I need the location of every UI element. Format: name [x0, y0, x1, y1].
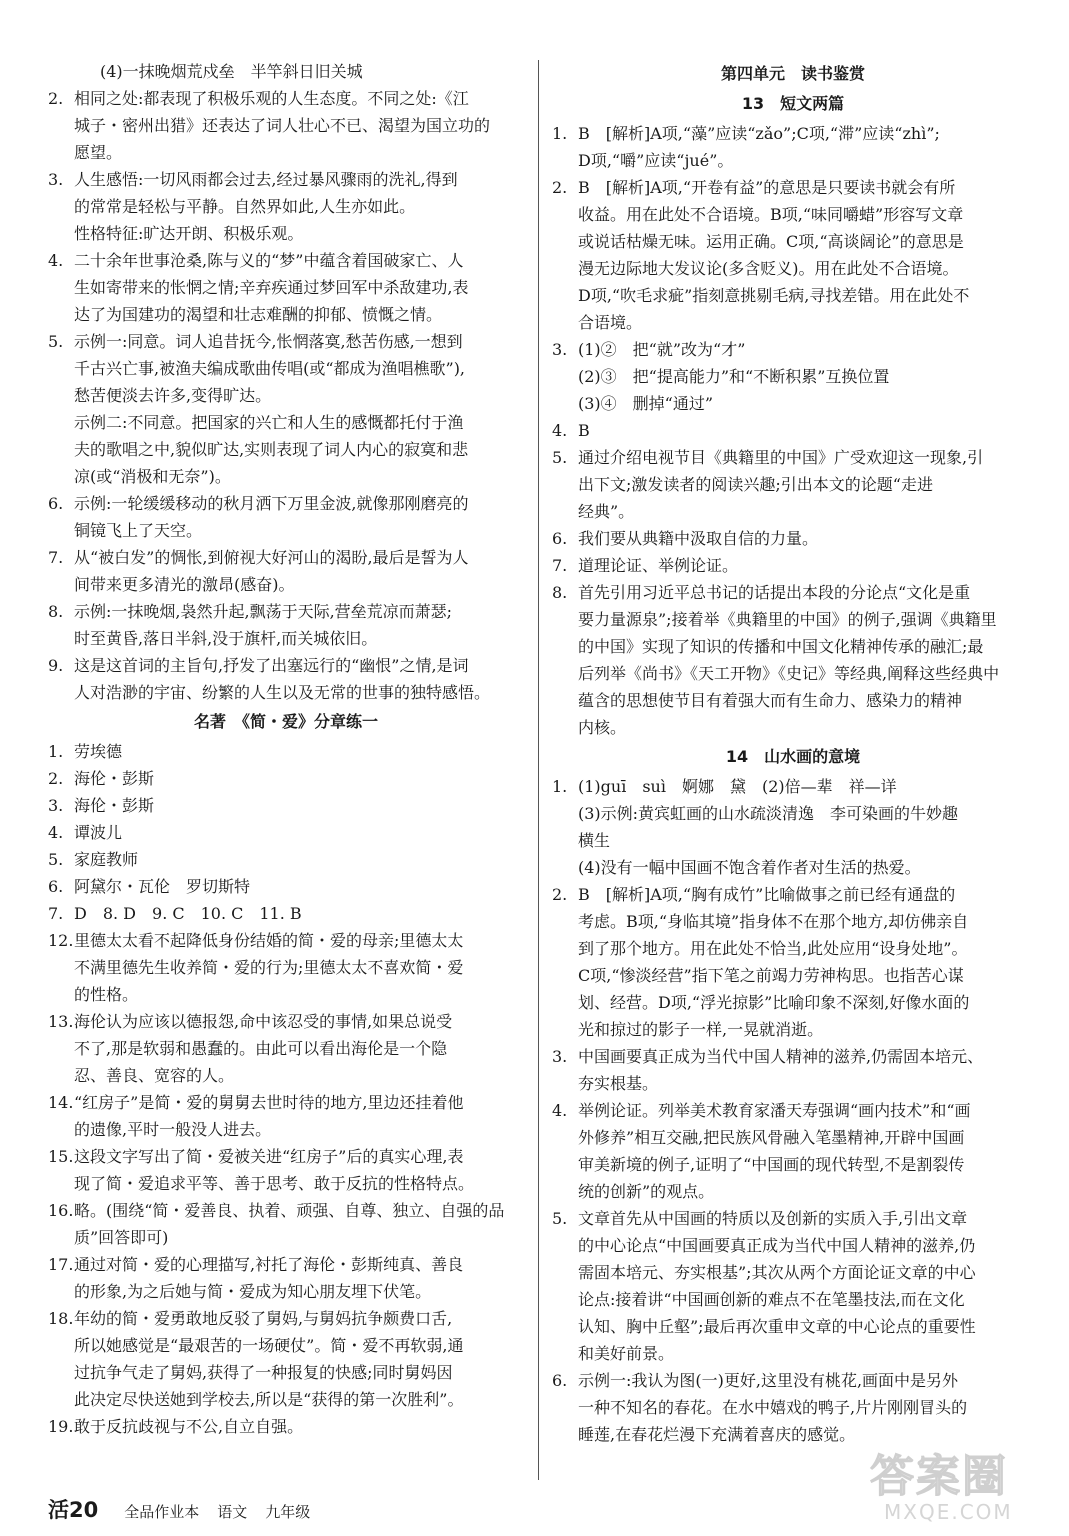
entry-number: 4. [552, 1101, 568, 1120]
answer-entry [48, 328, 524, 490]
unit-title: 第四单元 读书鉴赏 [720, 64, 865, 83]
entry-line: 忍、善良、宽容的人。 [74, 1066, 235, 1085]
entry-body [74, 328, 524, 490]
entry-number: 7. [552, 556, 568, 575]
entry-line: 谭波儿 [74, 823, 123, 842]
entry-line: 审美新境的例子,证明了“中国画的现代转型,不是割裂传 [578, 1155, 965, 1174]
entry-line: 道理论证、举例论证。 [578, 556, 739, 575]
entry-line: (2)③ 把“提高能力”和“不断积累”互换位置 [578, 367, 890, 386]
entry-line: 人对浩渺的宇宙、纷繁的人生以及无常的世事的独特感悟。 [74, 683, 491, 702]
entry-line: 考虑。B项,“身临其境”指身体不在那个地方,却仿佛亲自 [578, 912, 969, 931]
answer-entry [552, 417, 1034, 444]
entry-line: 或说话枯燥无味。运用正确。C项,“高谈阔论”的意思是 [578, 232, 964, 251]
entry-number: 5. [48, 850, 64, 869]
entry-body [74, 927, 524, 1008]
answer-tag: B [解析] [578, 124, 651, 143]
entry-line: 阿黛尔・瓦伦 罗切斯特 [74, 877, 251, 896]
entry-body [74, 873, 524, 900]
lesson-13-title: 13 短文两篇 [741, 94, 845, 113]
entry-number: 14. [48, 1093, 74, 1112]
entry-line: 划、经营。D项,“浮光掠影”比喻印象不深刻,好像水面的 [578, 993, 970, 1012]
answer-entry [48, 792, 524, 819]
section-heading-jane-eyre: 名著 《简・爱》分章练一 [193, 712, 378, 731]
entry-line: 夫的歌唱之中,貌似旷达,实则表现了词人内心的寂寞和悲 [74, 440, 469, 459]
entry-line: (1)guī suì 婀娜 黛 (2)倍—辈 祥—详 [578, 777, 897, 796]
entry-line: 通过对简・爱的心理描写,衬托了海伦・彭斯纯真、善良 [74, 1255, 464, 1274]
entry-body [578, 336, 1034, 417]
entry-line-text: A项,“胸有成竹”比喻做事之前已经有通盘的 [650, 885, 956, 904]
entry-line: 的形象,为之后她与简・爱成为知心朋友埋下伏笔。 [74, 1282, 432, 1301]
answer-entry [552, 881, 1034, 1043]
entry-line: 外修养”相互交融,把民族风骨融入笔墨精神,开辟中国画 [578, 1128, 965, 1147]
entry-line: 里德太太看不起降低身份结婚的简・爱的母亲;里德太太 [74, 931, 464, 950]
entry-line: 文章首先从中国画的特质以及创新的实质入手,引出文章 [578, 1209, 968, 1228]
entry-line: 家庭教师 [74, 850, 139, 869]
entry-number: 3. [552, 340, 568, 359]
entry-line: 间带来更多清光的激昂(感奋)。 [74, 575, 295, 594]
entry-line: 的常常是轻松与平静。自然界如此,人生亦如此。 [74, 197, 416, 216]
entry-line-text: A项,“开卷有益”的意思是只要读书就会有所 [650, 178, 956, 197]
answer-entry [48, 927, 524, 1008]
answer-entry [552, 1043, 1034, 1097]
entry-line: 敢于反抗歧视与不公,自立自强。 [74, 1417, 304, 1436]
entry-number: 19. [48, 1417, 74, 1436]
entry-line: 铜镜飞上了天空。 [74, 521, 203, 540]
answer-entry [48, 1197, 524, 1251]
entry-number: 5. [552, 448, 568, 467]
entry-line: D项,“吹毛求疵”指刻意挑剔毛病,寻找差错。用在此处不 [578, 286, 970, 305]
lesson-14-title: 14 山水画的意境 [725, 747, 861, 766]
entry-body [578, 1367, 1034, 1448]
entry-line-text: A项,“藻”应读“zǎo”;C项,“滞”应读“zhì”; [650, 124, 940, 143]
answer-entry [48, 1008, 524, 1089]
entry-line: 达了为国建功的渴望和壮志难酬的抑郁、愤慨之情。 [74, 305, 443, 324]
watermark-logo [870, 1440, 1040, 1530]
entry-body [578, 773, 1034, 881]
entry-line: 略。(围绕“简・爱善良、执着、顽强、自尊、独立、自强的品 [74, 1201, 505, 1220]
entry-body [578, 120, 1034, 174]
entry-body [578, 1097, 1034, 1205]
entry-line: 性格特征:旷达开朗、积极乐观。 [74, 224, 304, 243]
entry-line: 不满里德先生收养简・爱的行为;里德太太不喜欢简・爱 [74, 958, 464, 977]
answer-entry [48, 900, 524, 927]
entry-line: 光和掠过的影子一样,一晃就消逝。 [578, 1020, 824, 1039]
answer-tag: B [解析] [578, 178, 651, 197]
entry-line: 从“被白发”的惆怅,到俯视大好河山的渴盼,最后是誓为人 [74, 548, 469, 567]
entry-body [74, 1008, 524, 1089]
entry-number: 4. [48, 823, 64, 842]
entry-line: 首先引用习近平总书记的话提出本段的分论点“文化是重 [578, 583, 971, 602]
entry-body [578, 552, 1034, 579]
entry-line: 认知、胸中丘壑”;最后再次重申文章的中心论点的重要性 [578, 1317, 976, 1336]
entry-line: 年幼的简・爱勇敢地反驳了舅妈,与舅妈抗争颇费口舌, [74, 1309, 453, 1328]
entry-line: 内核。 [578, 718, 627, 737]
entry-number: 2. [48, 89, 64, 108]
answer-entry [48, 490, 524, 544]
entry-line: 蕴含的思想使节目有着强大而有生命力、感染力的精神 [578, 691, 963, 710]
entry-number: 3. [48, 170, 64, 189]
entry-line: 一种不知名的春花。在水中嬉戏的鸭子,片片刚刚冒头的 [578, 1398, 968, 1417]
answer-entry [48, 1413, 524, 1440]
entry-line: “红房子”是简・爱的舅舅去世时待的地方,里边还挂着他 [74, 1093, 464, 1112]
entry-line: 需固本培元、夯实根基”;其次从两个方面论证文章的中心 [578, 1263, 976, 1282]
subject-label: 语文 [217, 1503, 248, 1521]
entry-body [578, 579, 1034, 741]
entry-line: 所以她感觉是“最艰苦的一场硬仗”。简・爱不再软弱,通 [74, 1336, 464, 1355]
page-footer [48, 1494, 310, 1524]
grade-label: 九年级 [265, 1503, 311, 1521]
answer-entry [552, 579, 1034, 741]
entry-number: 5. [48, 332, 64, 351]
answer-entry [48, 544, 524, 598]
left-column [48, 58, 524, 1440]
entry-line [578, 120, 1034, 147]
answer-entry [48, 247, 524, 328]
entry-line: 质”回答即可) [74, 1228, 169, 1247]
answer-entry [48, 1305, 524, 1413]
answer-entry [48, 166, 524, 247]
entry-line: 合语境。 [578, 313, 643, 332]
answer-entry [48, 1089, 524, 1143]
answer-entry [552, 1097, 1034, 1205]
entry-number: 17. [48, 1255, 74, 1274]
entry-line: 这段文字写出了简・爱被关进“红房子”后的真实心理,表 [74, 1147, 464, 1166]
entry-body [74, 900, 524, 927]
entry-body [578, 417, 1034, 444]
entry-line: 海伦认为应该以德报怨,命中该忍受的事情,如果总说受 [74, 1012, 453, 1031]
answer-entry [48, 1143, 524, 1197]
entry-line [578, 174, 1034, 201]
entry-line: 收益。用在此处不合语境。B项,“味同嚼蜡”形容写文章 [578, 205, 964, 224]
entry-body [74, 652, 524, 706]
entry-line: 的中心论点“中国画要真正成为当代中国人精神的滋养,仍 [578, 1236, 976, 1255]
entry-line: 现了简・爱追求平等、善于思考、敢于反抗的性格特点。 [74, 1174, 475, 1193]
entry-line: 经典”。 [578, 502, 635, 521]
entry-body [74, 166, 524, 247]
entry-line: C项,“惨淡经营”指下笔之前竭力劳神构思。也指苦心谋 [578, 966, 964, 985]
entry-line: B [578, 421, 590, 440]
entry-line: 举例论证。列举美术教育家潘天寿强调“画内技术”和“画 [578, 1101, 971, 1120]
entry-number: 2. [552, 885, 568, 904]
entry-line: (4)没有一幅中国画不饱含着作者对生活的热爱。 [578, 858, 921, 877]
answer-entry [552, 444, 1034, 525]
answer-entry [48, 85, 524, 166]
entry-number: 8. [48, 602, 64, 621]
entry-line: 人生感悟:一切风雨都会过去,经过暴风骤雨的洗礼,得到 [74, 170, 458, 189]
entry-line: (3)示例:黄宾虹画的山水疏淡清逸 李可染画的牛妙趣 [578, 804, 959, 823]
entry-line: 示例:一轮缓缓移动的秋月洒下万里金波,就像那刚磨亮的 [74, 494, 469, 513]
entry-body [74, 792, 524, 819]
entry-line: 后列举《尚书》《天工开物》《史记》等经典,阐释这些经典中 [578, 664, 1000, 683]
entry-line: 这是这首词的主旨句,抒发了出塞远行的“幽恨”之情,是词 [74, 656, 469, 675]
entry-number: 5. [552, 1209, 568, 1228]
entry-line: 要力量源泉”;接着举《典籍里的中国》的例子,强调《典籍里 [578, 610, 997, 629]
entry-line: 海伦・彭斯 [74, 769, 155, 788]
entry-line: 横生 [578, 831, 611, 850]
entry-line: 论点:接着讲“中国画创新的难点不在笔墨技法,而在文化 [578, 1290, 965, 1309]
entry-number: 8. [552, 583, 568, 602]
answer-entry [552, 174, 1034, 336]
entry-number: 7. [48, 548, 64, 567]
entry-body [74, 1197, 524, 1251]
entry-body [578, 444, 1034, 525]
entry-number: 3. [552, 1047, 568, 1066]
entry-number: 6. [552, 1371, 568, 1390]
entry-line: 城子・密州出猎》还表达了词人壮心不已、渴望为国立功的 [74, 116, 491, 135]
entry-number: 1. [552, 124, 568, 143]
entry-number: 4. [48, 251, 64, 270]
entry-number: 2. [552, 178, 568, 197]
entry-body [578, 525, 1034, 552]
entry-number: 12. [48, 931, 74, 950]
entry-line: 示例一:同意。词人追昔抚今,怅惘落寞,愁苦伤感,一想到 [74, 332, 463, 351]
answer-entry [48, 819, 524, 846]
answer-entry [48, 652, 524, 706]
entry-line: 不了,那是软弱和愚蠢的。由此可以看出海伦是一个隐 [74, 1039, 448, 1058]
entry-body [74, 1251, 524, 1305]
entry-line: 漫无边际地大发议论(多含贬义)。用在此处不合语境。 [578, 259, 959, 278]
entry-line: 示例一:我认为图(一)更好,这里没有桃花,画面中是另外 [578, 1371, 959, 1390]
entry-line: (3)④ 删掉“通过” [578, 394, 714, 413]
entry-line: 生如寄带来的怅惘之情;辛弃疾通过梦回军中杀敌建功,表 [74, 278, 469, 297]
entry-body [578, 1043, 1034, 1097]
entry-number: 6. [48, 494, 64, 513]
entry-line: 海伦・彭斯 [74, 796, 155, 815]
entry-body [74, 765, 524, 792]
entry-line: 的遗像,平时一般没人进去。 [74, 1120, 272, 1139]
entry-line: 劳埃德 [74, 742, 123, 761]
entry-line: 中国画要真正成为当代中国人精神的滋养,仍需固本培元、 [578, 1047, 984, 1066]
entry-body [74, 738, 524, 765]
entry-number: 6. [48, 877, 64, 896]
entry-line: 和美好前景。 [578, 1344, 675, 1363]
entry-number: 4. [552, 421, 568, 440]
answer-entry [48, 765, 524, 792]
entry-line: 的中国》实现了知识的传播和中国文化精神传承的融汇;最 [578, 637, 984, 656]
watermark-text: 答案圈 [870, 1451, 1008, 1502]
entry-line: 千古兴亡事,被渔夫编成歌曲传唱(或“都成为渔唱樵歌”), [74, 359, 466, 378]
watermark-url: MXQE.COM [884, 1500, 1013, 1524]
entry-line: 凉(或“消极和无奈”)。 [74, 467, 231, 486]
entry-number: 3. [48, 796, 64, 815]
answer-entry [552, 120, 1034, 174]
entry-line: (1)② 把“就”改为“才” [578, 340, 746, 359]
entry-number: 18. [48, 1309, 74, 1328]
entry-body [74, 1305, 524, 1413]
entry-line: 二十余年世事沧桑,陈与义的“梦”中蕴含着国破家亡、人 [74, 251, 464, 270]
entry-line: 出下文;激发读者的阅读兴趣;引出本文的论题“走进 [578, 475, 933, 494]
entry-number: 9. [48, 656, 64, 675]
answer-entry [48, 598, 524, 652]
entry-line: 夯实根基。 [578, 1074, 659, 1093]
entry-line: 我们要从典籍中汲取自信的力量。 [578, 529, 819, 548]
entry-body [578, 1205, 1034, 1367]
entry-line: 到了那个地方。用在此处不恰当,此处应用“设身处地”。 [578, 939, 968, 958]
book-title: 全品作业本 [124, 1503, 200, 1521]
answer-entry [552, 1205, 1034, 1367]
entry-line [578, 881, 1034, 908]
entry-line: D 8. D 9. C 10. C 11. B [74, 904, 302, 923]
answer-entry [552, 552, 1034, 579]
entry-body [74, 1143, 524, 1197]
right-column [552, 58, 1034, 1448]
entry-line: 通过介绍电视节目《典籍里的中国》广受欢迎这一现象,引 [578, 448, 984, 467]
entry-line: 的性格。 [74, 985, 139, 1004]
entry-body [74, 490, 524, 544]
entry-line: (4)一抹晚烟荒戍垒 半竿斜日旧关城 [100, 62, 363, 81]
entry-body [74, 846, 524, 873]
entry-body [74, 598, 524, 652]
entry-number: 13. [48, 1012, 74, 1031]
answer-tag: B [解析] [578, 885, 651, 904]
entry-line: 时至黄昏,落日半斜,没于旗杆,而关城依旧。 [74, 629, 378, 648]
answer-entry [48, 738, 524, 765]
entry-number: 16. [48, 1201, 74, 1220]
entry-line: D项,“嚼”应读“jué”。 [578, 151, 734, 170]
entry-body [100, 58, 524, 85]
entry-number: 7. [48, 904, 64, 923]
answer-entry [48, 58, 524, 85]
page-number: 活20 [48, 1498, 99, 1522]
entry-number: 1. [48, 742, 64, 761]
entry-number: 2. [48, 769, 64, 788]
entry-line: 愁苦便淡去许多,变得旷达。 [74, 386, 272, 405]
entry-body [578, 881, 1034, 1043]
answer-entry [552, 773, 1034, 881]
answer-entry [48, 846, 524, 873]
entry-body [578, 174, 1034, 336]
entry-line: 过抗争气走了舅妈,获得了一种报复的快感;同时舅妈因 [74, 1363, 453, 1382]
entry-body [74, 1413, 524, 1440]
entry-body [74, 819, 524, 846]
entry-line: 相同之处:都表现了积极乐观的人生态度。不同之处:《江 [74, 89, 469, 108]
entry-line: 示例:一抹晚烟,袅然升起,飘荡于天际,营垒荒凉而萧瑟; [74, 602, 453, 621]
entry-line: 示例二:不同意。把国家的兴亡和人生的感慨都托付于渔 [74, 413, 464, 432]
column-divider [538, 60, 539, 1480]
entry-line: 愿望。 [74, 143, 123, 162]
answer-entry [552, 1367, 1034, 1448]
entry-number: 15. [48, 1147, 74, 1166]
entry-line: 此决定尽快送她到学校去,所以是“获得的第一次胜利”。 [74, 1390, 464, 1409]
entry-body [74, 247, 524, 328]
entry-line: 统的创新”的观点。 [578, 1182, 715, 1201]
answer-entry [48, 1251, 524, 1305]
answer-entry [48, 873, 524, 900]
entry-body [74, 544, 524, 598]
entry-line: 睡莲,在春花烂漫下充满着喜庆的感觉。 [578, 1425, 856, 1444]
entry-number: 1. [552, 777, 568, 796]
entry-body [74, 1089, 524, 1143]
entry-body [74, 85, 524, 166]
answer-entry [552, 525, 1034, 552]
entry-number: 6. [552, 529, 568, 548]
answer-entry [552, 336, 1034, 417]
